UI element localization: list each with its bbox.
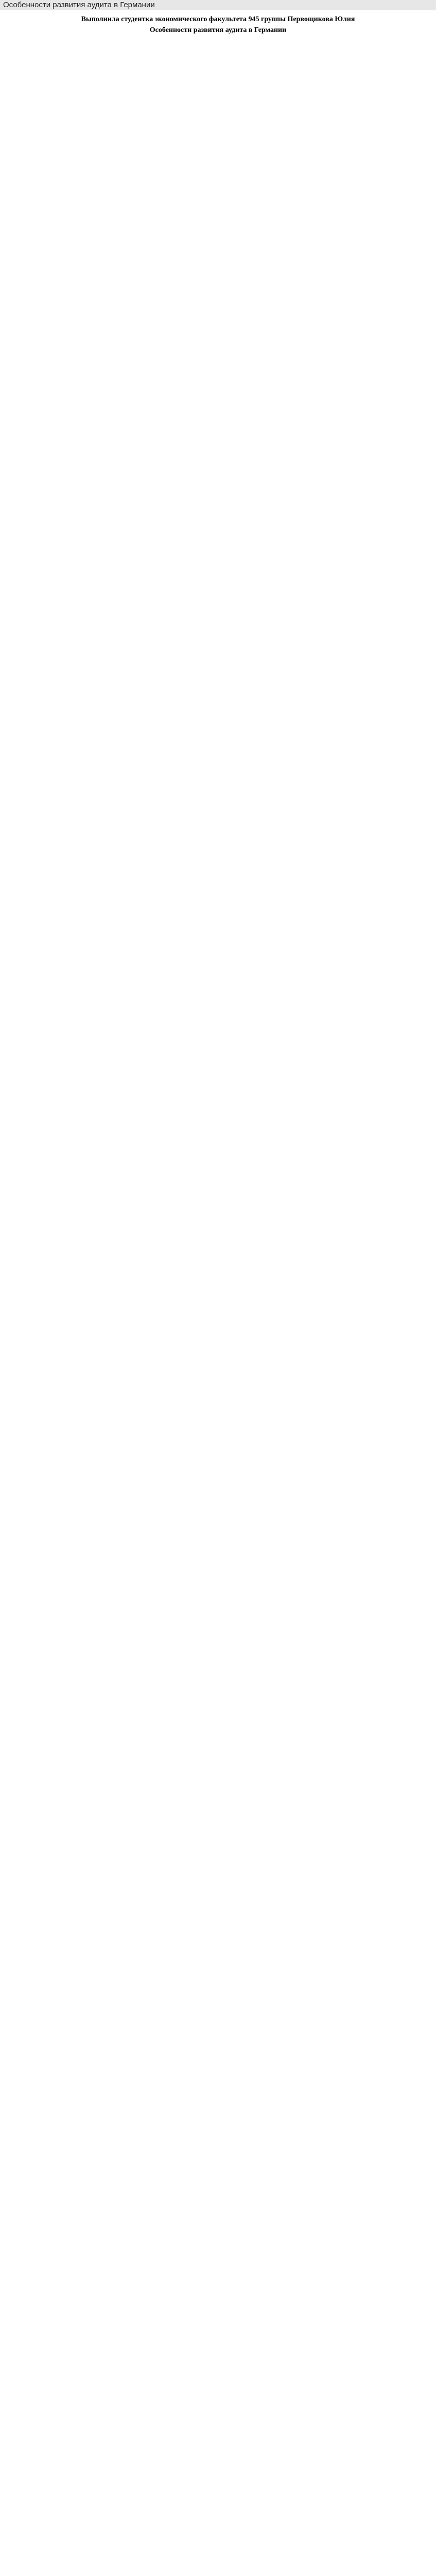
author-line: Выполнила студентка экономического факультета 945 группы Первощикова Юлия: [81, 15, 355, 23]
document-body: [0, 10, 436, 37]
window-title: Особенности развития аудита в Германии: [0, 0, 436, 10]
article-heading: Особенности развития аудита в Германии: [149, 26, 287, 34]
